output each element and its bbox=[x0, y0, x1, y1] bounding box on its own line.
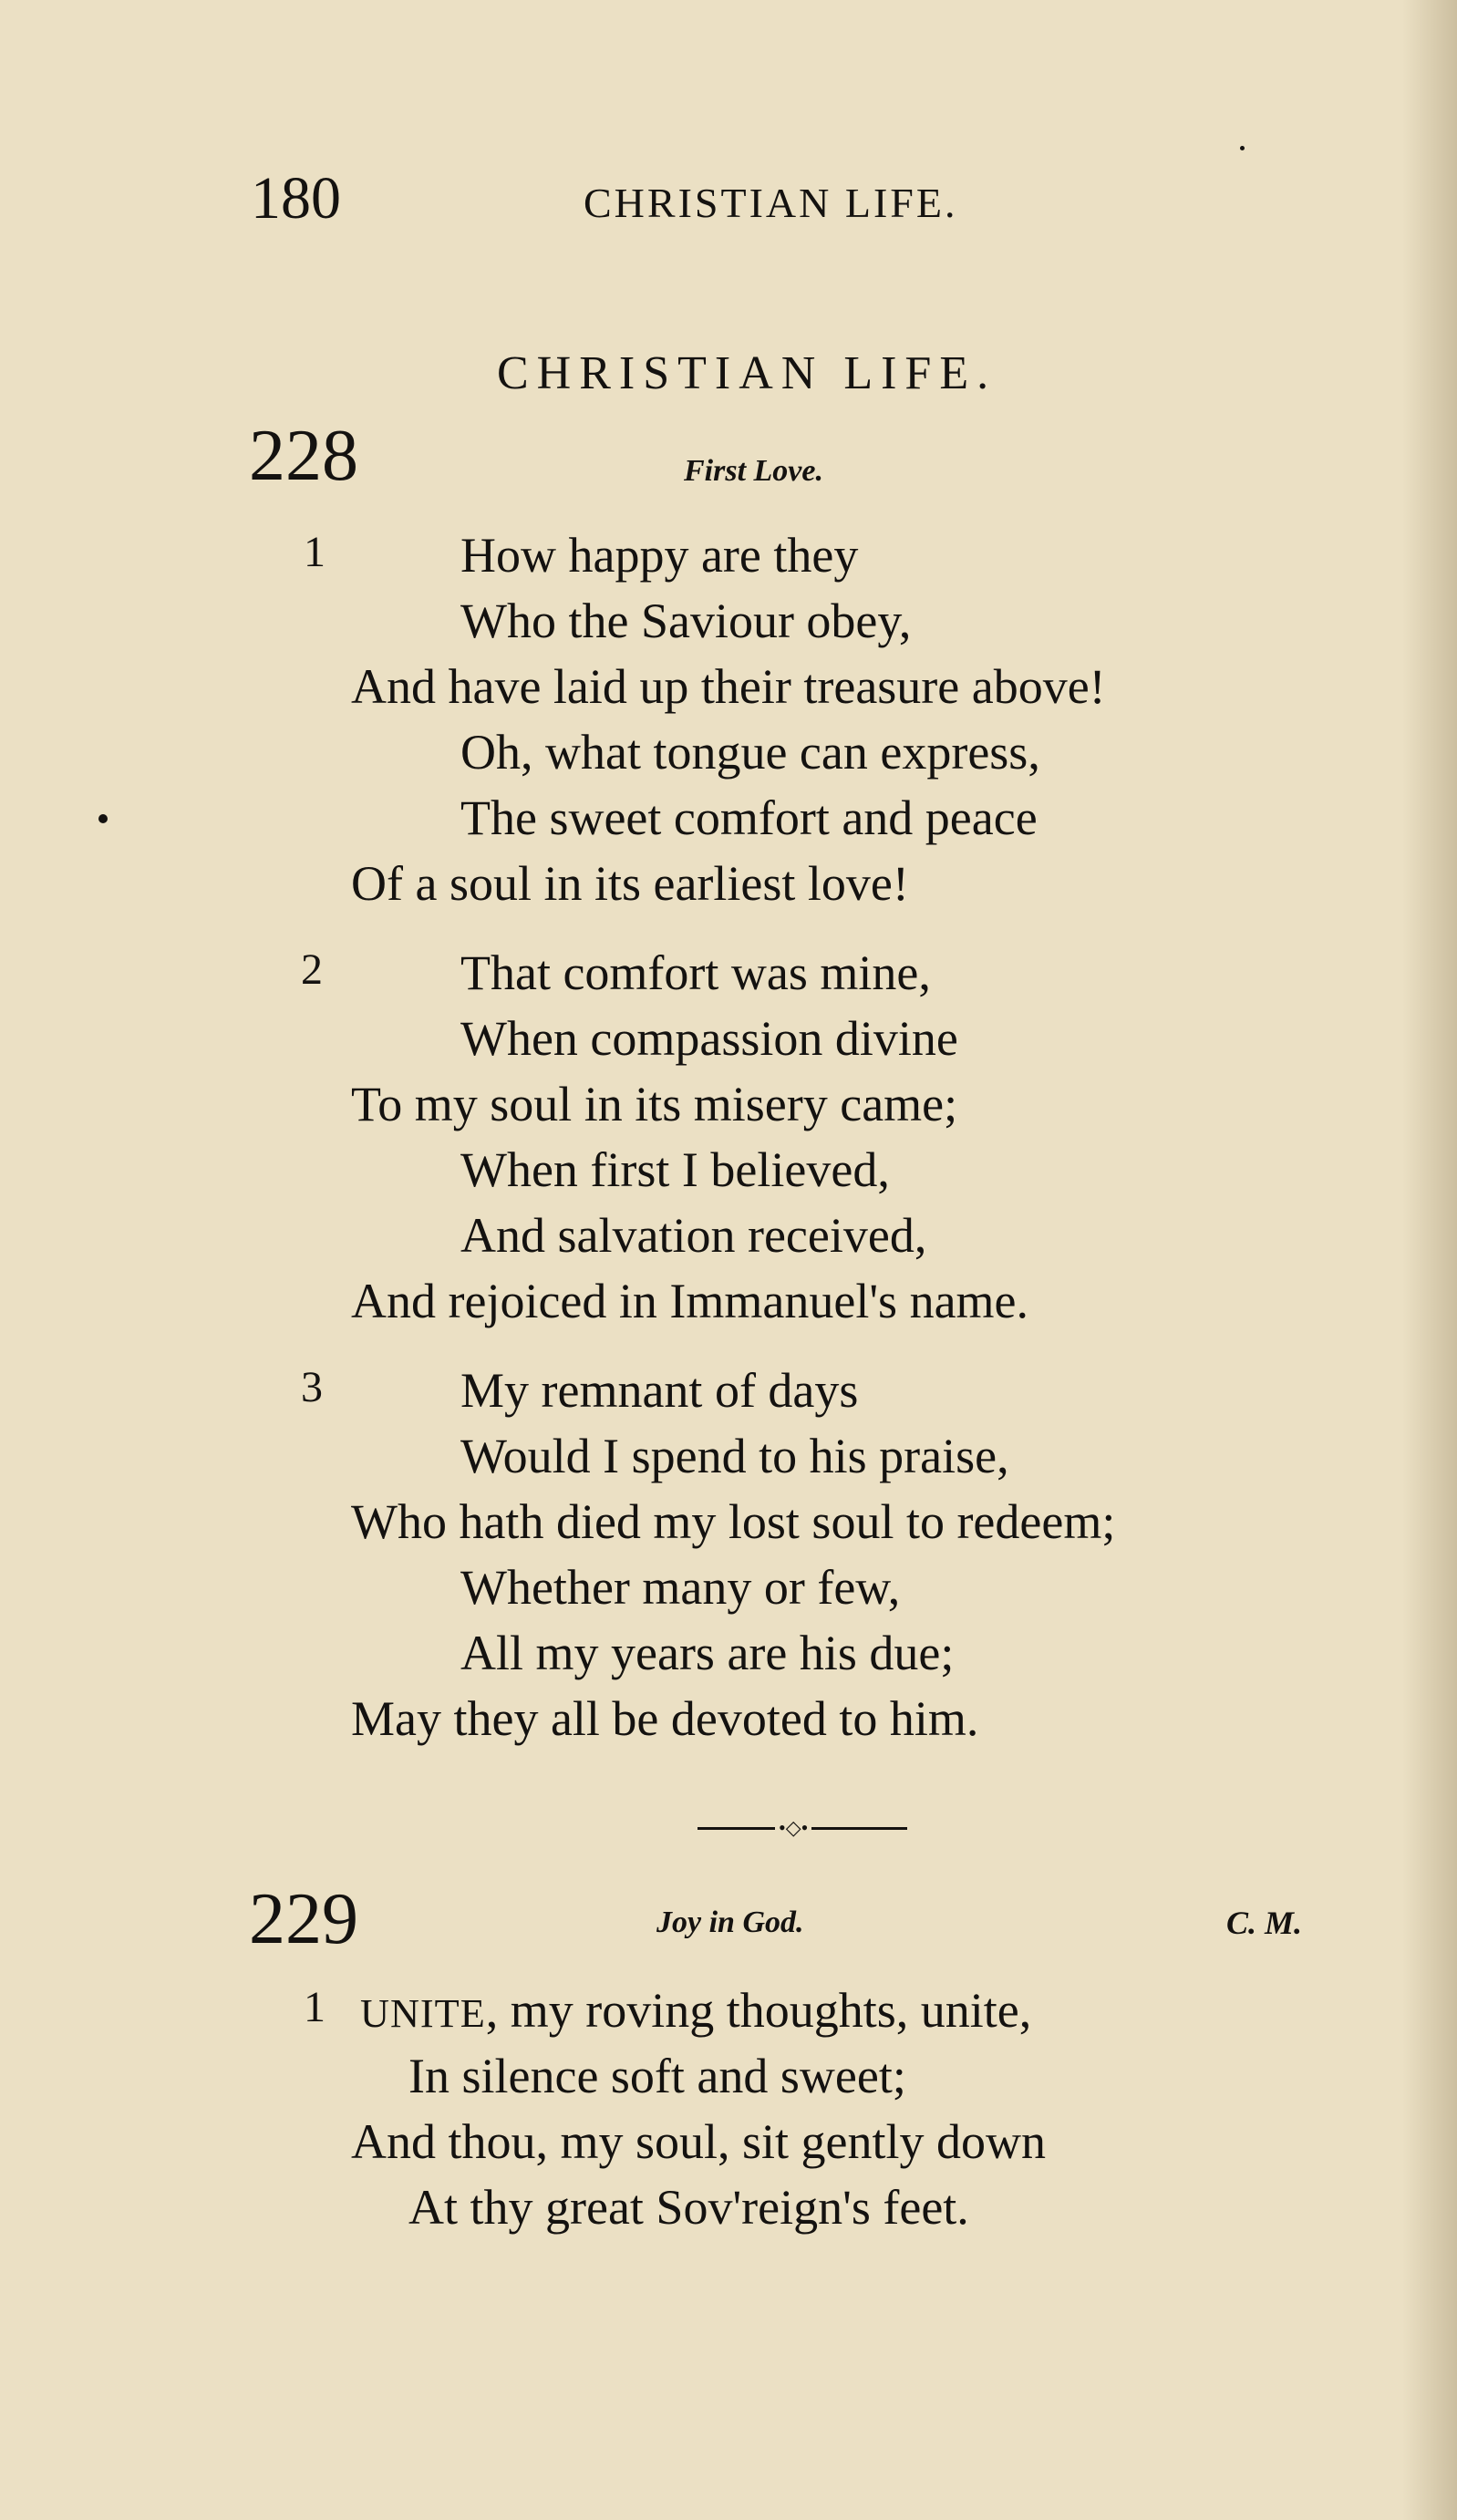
hymn-line: Oh, what tongue can express, bbox=[460, 725, 1040, 780]
stanza-number: 3 bbox=[301, 1363, 323, 1411]
ink-speck bbox=[98, 814, 108, 823]
hymn-line bbox=[360, 1982, 1031, 2039]
hymn-meter: C. M. bbox=[1226, 1905, 1303, 1941]
stanza-number: 2 bbox=[301, 945, 323, 994]
hymn-number: 228 bbox=[249, 416, 358, 496]
section-title: CHRISTIAN LIFE. bbox=[497, 347, 997, 399]
hymn-line: And thou, my soul, sit gently down bbox=[351, 2114, 1047, 2169]
hymn-line: When compassion divine bbox=[460, 1011, 958, 1066]
ink-speck bbox=[1240, 146, 1245, 150]
hymn-line: Whether many or few, bbox=[460, 1560, 901, 1615]
hymn-line: And have laid up their treasure above! bbox=[351, 659, 1106, 714]
hymn-line: To my soul in its misery came; bbox=[351, 1077, 958, 1131]
hymn-line: At thy great Sov'reign's feet. bbox=[408, 2180, 969, 2235]
hymn-title: Joy in God. bbox=[656, 1905, 804, 1939]
divider-ornament: •◇• bbox=[775, 1818, 811, 1838]
hymn-line: The sweet comfort and peace bbox=[460, 790, 1038, 845]
line-rest: , my roving thoughts, unite, bbox=[485, 1983, 1032, 2038]
hymn-line: That comfort was mine, bbox=[460, 945, 931, 1000]
stanza-number: 1 bbox=[304, 528, 326, 576]
running-head: CHRISTIAN LIFE. bbox=[584, 180, 958, 226]
hymn-line: My remnant of days bbox=[460, 1363, 859, 1418]
hymn-line: Of a soul in its earliest love! bbox=[351, 856, 909, 911]
hymn-line: Who hath died my lost soul to redeem; bbox=[351, 1494, 1116, 1549]
hymn-line: May they all be devoted to him. bbox=[351, 1691, 979, 1746]
small-caps-first-word: UNITE bbox=[360, 1991, 486, 2036]
page-number: 180 bbox=[251, 165, 341, 232]
page-edge-shadow bbox=[1402, 0, 1457, 2520]
hymn-line: Would I spend to his praise, bbox=[460, 1429, 1009, 1483]
hymn-line: How happy are they bbox=[460, 528, 859, 583]
hymn-line: And rejoiced in Immanuel's name. bbox=[351, 1274, 1029, 1328]
stanza-number: 1 bbox=[304, 1983, 326, 2031]
hymn-line: And salvation received, bbox=[460, 1208, 927, 1263]
hymn-line: Who the Saviour obey, bbox=[460, 594, 912, 648]
hymn-line: When first I believed, bbox=[460, 1142, 890, 1197]
hymn-title: First Love. bbox=[684, 454, 823, 488]
hymn-line: All my years are his due; bbox=[460, 1626, 955, 1680]
hymn-line: In silence soft and sweet; bbox=[408, 2049, 906, 2103]
hymn-number: 229 bbox=[249, 1879, 358, 1959]
